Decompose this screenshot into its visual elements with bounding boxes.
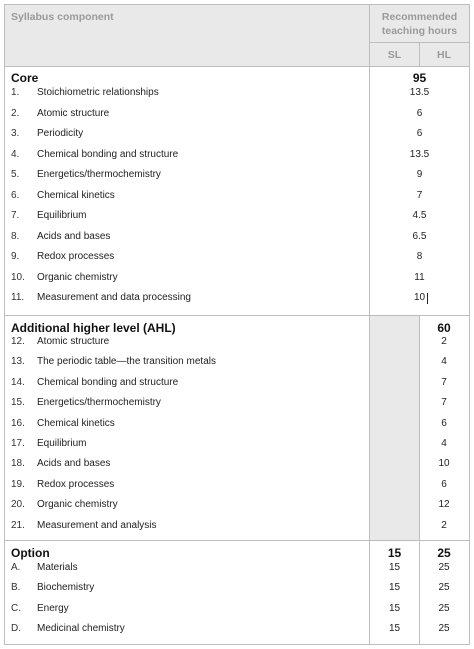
row-hours-hl: 6 (441, 478, 447, 490)
row-label: Measurement and data processing (37, 292, 191, 303)
row-label: Biochemistry (37, 582, 95, 594)
header-syllabus-component: Syllabus component (11, 11, 114, 23)
row-hours-hl: 7 (441, 397, 447, 409)
row-label: Organic chemistry (37, 271, 118, 283)
row-number: 17. (11, 438, 25, 449)
header-hours-line1: Recommended (381, 11, 458, 23)
row-hours: 13.5 (409, 148, 430, 160)
ahl-section-title: Additional higher level (AHL) (11, 321, 176, 335)
header-hours-line2: teaching hours (381, 25, 458, 37)
row-hours-hl: 25 (438, 582, 450, 594)
row-hours: 9 (416, 169, 423, 180)
header-bottom-border (5, 66, 469, 67)
header-sl-hl-divider (419, 43, 420, 66)
row-number: 2. (11, 107, 20, 119)
row-number: 1. (11, 87, 20, 98)
option-total-hl: 25 (437, 546, 451, 560)
text-cursor (427, 293, 428, 304)
core-section-title: Core (11, 71, 39, 85)
row-label: Materials (37, 562, 78, 573)
row-number: 21. (11, 519, 25, 531)
row-hours-sl: 15 (388, 622, 401, 634)
ahl-section-divider (5, 540, 469, 541)
row-label: Equilibrium (37, 438, 87, 449)
option-total-sl: 15 (387, 546, 402, 560)
row-hours-hl: 2 (441, 336, 447, 347)
row-number: C. (11, 602, 21, 614)
row-label: Periodicity (37, 128, 84, 139)
row-number: 20. (11, 499, 25, 511)
core-total-hours: 95 (412, 71, 427, 85)
row-hours: 11 (414, 271, 425, 283)
row-number: D. (11, 622, 21, 634)
row-hours: 13.5 (409, 87, 430, 98)
row-number: 3. (11, 128, 20, 139)
row-hours: 6 (416, 107, 423, 119)
row-label: Chemical kinetics (37, 417, 115, 429)
ahl-sl-shaded-cell (370, 316, 419, 540)
row-hours: 8 (416, 251, 423, 262)
row-number: B. (11, 582, 21, 594)
row-label: Organic chemistry (37, 499, 118, 511)
row-hours-sl: 15 (388, 602, 401, 614)
row-number: 11. (11, 292, 25, 303)
row-number: 14. (11, 376, 25, 388)
row-label: Redox processes (37, 478, 115, 490)
row-label: Stoichiometric relationships (37, 87, 159, 98)
row-hours: 7 (416, 189, 423, 201)
row-number: 10. (11, 271, 25, 283)
row-number: 9. (11, 251, 20, 262)
row-hours-hl: 25 (438, 602, 450, 614)
option-section-title: Option (11, 546, 50, 560)
row-label: Energetics/thermochemistry (37, 397, 161, 409)
row-number: 13. (11, 356, 25, 368)
row-number: 18. (11, 458, 25, 470)
row-number: 15. (11, 397, 25, 409)
row-number: 16. (11, 417, 25, 429)
row-number: 8. (11, 230, 20, 242)
row-number: 19. (11, 478, 25, 490)
row-number: 5. (11, 169, 20, 180)
row-hours-sl: 15 (388, 582, 401, 594)
row-label: Equilibrium (37, 210, 87, 221)
row-label: Atomic structure (37, 107, 110, 119)
header-hl: HL (437, 49, 451, 61)
header-sl: SL (387, 49, 402, 61)
row-label: Chemical kinetics (37, 189, 115, 201)
ahl-total-hours: 60 (437, 321, 451, 335)
row-hours: 6.5 (412, 230, 427, 242)
row-number: 6. (11, 189, 20, 201)
row-hours-hl: 4 (441, 356, 447, 368)
row-label: Chemical bonding and structure (37, 148, 179, 160)
row-label: Redox processes (37, 251, 115, 262)
row-hours-hl: 25 (438, 622, 450, 634)
row-hours-sl: 15 (388, 562, 401, 573)
row-hours-hl: 12 (438, 499, 450, 511)
row-hours-hl: 25 (438, 562, 450, 573)
row-hours-hl: 7 (441, 376, 447, 388)
row-number: A. (11, 562, 21, 573)
row-label: Acids and bases (37, 458, 111, 470)
row-hours-hl: 2 (441, 519, 447, 531)
row-hours: 6 (416, 128, 423, 139)
row-hours: 4.5 (412, 210, 427, 221)
row-label: Measurement and analysis (37, 519, 157, 531)
row-hours-hl: 10 (438, 458, 450, 470)
row-label: Atomic structure (37, 336, 110, 347)
row-hours: 10 (413, 292, 426, 303)
row-label: Chemical bonding and structure (37, 376, 179, 388)
row-hours-hl: 6 (441, 417, 447, 429)
row-hours-hl: 4 (441, 438, 447, 449)
row-label: Energetics/thermochemistry (37, 169, 161, 180)
row-number: 7. (11, 210, 20, 221)
row-label: Energy (37, 602, 69, 614)
row-number: 4. (11, 148, 20, 160)
row-label: The periodic table—the transition metals (37, 356, 216, 368)
row-label: Medicinal chemistry (37, 622, 125, 634)
syllabus-table (4, 4, 470, 645)
row-number: 12. (11, 336, 25, 347)
row-label: Acids and bases (37, 230, 111, 242)
